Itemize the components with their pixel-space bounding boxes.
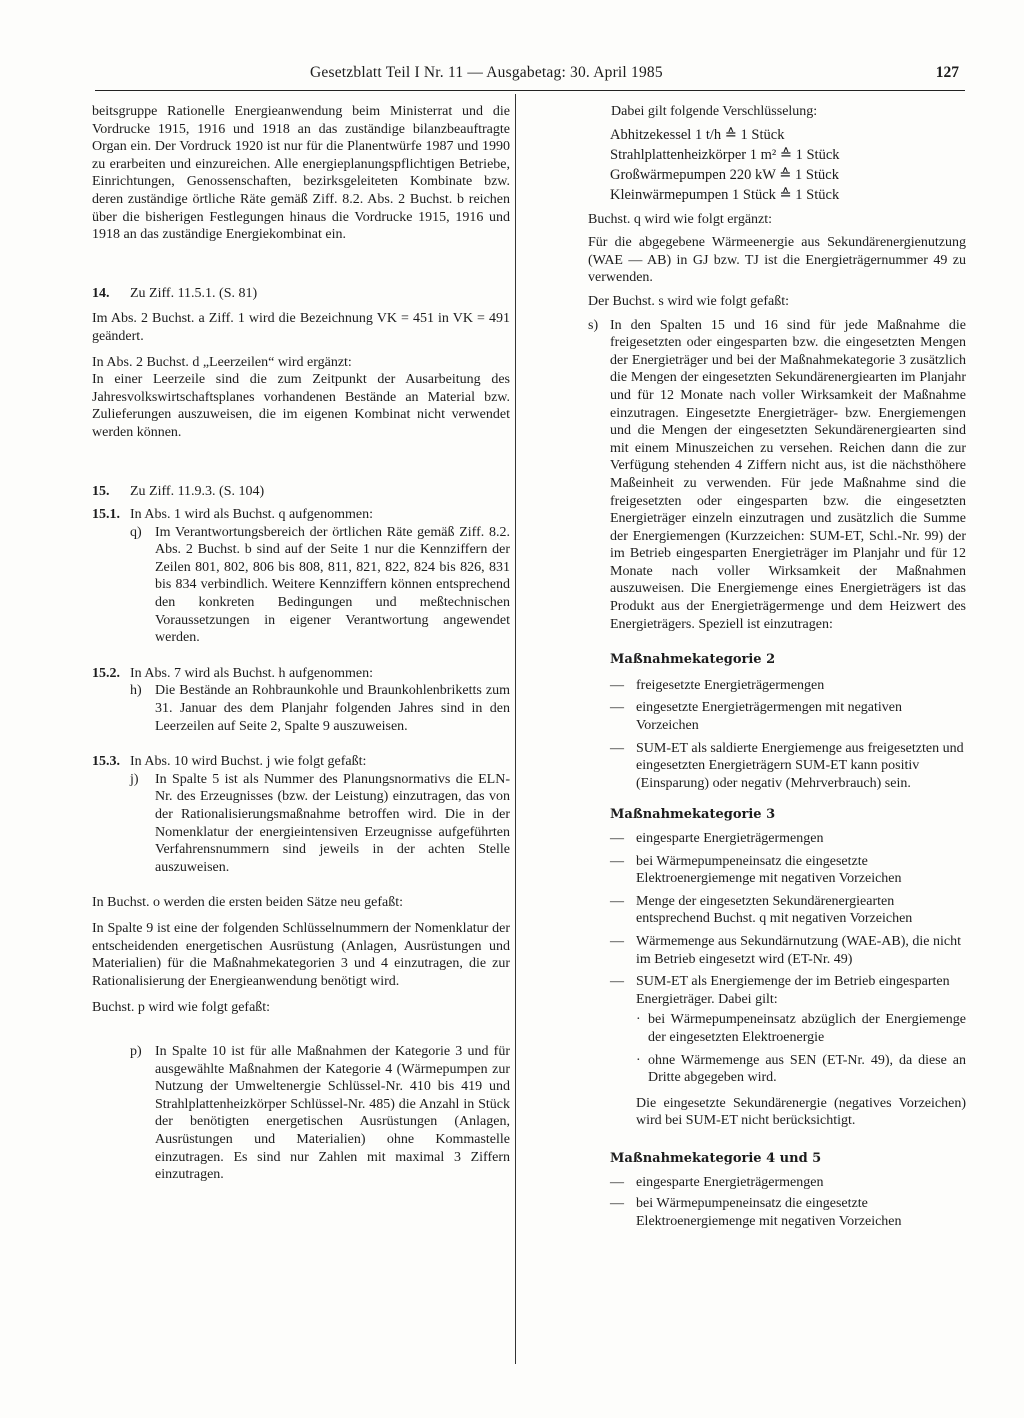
dash-mark: — — [610, 1196, 624, 1212]
section-title: Zu Ziff. 11.9.3. (S. 104) — [130, 483, 265, 499]
header-title: Gesetzblatt Teil I Nr. 11 — Ausgabetag: 30. April 1985 — [310, 64, 663, 81]
item-s — [588, 317, 966, 634]
category-3-list — [610, 830, 966, 1130]
item-label: s) — [588, 317, 599, 333]
intro-paragraph: beitsgruppe Rationelle Energieanwendung beim Ministerrat und die Vordrucke 1915, 1916 und 1918 an das zuständige bilanzbeauftragte Organ ein. Der Vordruck 1920 ist nur für die Planentwürfe 1987 und 1990 zu erarbeiten und einzureichen. Alle energieplanungspflichtigen Betriebe, Einrichtungen, Genossenschaften, bezirksgeleiteten Kombinate bzw. deren zuständige örtliche Räte gemäß Ziff. 8.2. Abs. 2 Buchst. b reichen über die bisherigen Festlegungen hinaus die Vordrucke 1915, 1916 und 1918 an das zuständige Energiekombinat ein. — [92, 104, 510, 243]
subsection-number: 15.3. — [92, 754, 120, 770]
list-item: — Wärmemenge aus Sekundärnutzung (WAE-AB), die nicht im Betrieb eingesetzt wird (ET-Nr. 49) — [610, 933, 962, 967]
subsection-text: In Abs. 10 wird Buchst. j wie folgt gefaßt: — [130, 754, 367, 770]
list-item: — eingesetzte Energieträgermengen mit negativen Vorzeichen — [610, 700, 903, 734]
buchst-s-intro: Der Buchst. s wird wie folgt gefaßt: — [588, 293, 790, 309]
item-text: In Spalte 10 ist für alle Maßnahmen der Kategorie 3 und für ausgewählte Maßnahmen der Kategorie 4 (Wärmepumpen zur Nutzung der Umweltenergie Schlüssel-Nr. 410 bis 419 und Strahlplattenheizkörper Schlüssel-Nr. 485) die Anzahl in Stück der benötigten energetischen Ausrüstungen (Anlagen, Ausrüstungen und Materialien) ohne Kommastelle einzutragen. Es sind nur Zahlen mit maximal 3 Ziffern einzutragen. — [155, 1043, 510, 1183]
category-4-5-list — [610, 1174, 966, 1231]
item-j — [130, 771, 510, 877]
list-item: — eingesparte Energieträgermengen — [610, 1174, 824, 1190]
subsection-text: In Abs. 1 wird als Buchst. q aufgenommen: — [130, 507, 374, 523]
item-p — [130, 1043, 510, 1184]
buchst-p-intro: Buchst. p wird wie folgt gefaßt: — [92, 1000, 271, 1016]
item-text: In Spalte 5 ist als Nummer des Planungsnormativs die ELN-Nr. des Erzeugnisses (bzw. der Leistung) einzutragen, das von der Rationalisierungsmaßnahme betroffen wird. Die in der Nomenklatur der energieintensiven Erzeugnisse aufgeführten Verfahrensnummern sind jeweils in der achten Stelle auszuweisen. — [155, 771, 510, 875]
section-title: Zu Ziff. 11.5.1. (S. 81) — [130, 285, 258, 301]
item-q — [130, 524, 510, 647]
category-4-5-heading: Maßnahmekategorie 4 und 5 — [610, 1150, 822, 1166]
subsection-text: In Abs. 7 wird als Buchst. h aufgenommen: — [130, 665, 374, 681]
section-number: 15. — [92, 483, 110, 499]
code-list — [610, 125, 966, 205]
list-item: — bei Wärmepumpeneinsatz die eingesetzte Elektroenergiemenge mit negativen Vorzeichen — [610, 853, 902, 887]
dash-mark: — — [610, 893, 624, 909]
list-item: — SUM-ET als saldierte Energiemenge aus freigesetzten und eingesetzten Energieträgern SUM-ET kann positiv (Einsparung) oder negativ (Mehrverbrauch) sein. — [610, 740, 964, 791]
category-3-note: Die eingesetzte Sekundärenergie (negatives Vorzeichen) wird bei SUM-ET nicht berücksichtigt. — [636, 1095, 966, 1129]
list-item: — Menge der eingesetzten Sekundärenergiearten entsprechend Buchst. q mit negativen Vorzeichen — [610, 893, 913, 927]
subsection-number: 15.1. — [92, 507, 120, 523]
item-text: Im Verantwortungsbereich der örtlichen Räte gemäß Ziff. 8.2. Abs. 2 Buchst. b sind auf der Seite 1 nur die Kennziffern der Zeilen 801, 802, 806 bis 808, 811, 821, 822, 824 bis 826, 831 bis 834 verbindlich. Weitere Kennziffern können entsprechend den konkreten Bedingungen und meßtechnischen Voraussetzungen in eigener Verantwortung angewendet werden. — [155, 524, 510, 646]
section-14-heading — [92, 285, 510, 303]
buchst-o-text: In Spalte 9 ist eine der folgenden Schlüsselnummern der Nomenklatur der entscheidenden energetischen Ausrüstung (Anlagen, Ausrüstungen und Materialien) für die Maßnahmekategorien 3 und 4 einzutragen, die zur Rationalisierung der Energieanwendung benötigt wird. — [92, 920, 510, 989]
item-text: In den Spalten 15 und 16 sind für jede Maßnahme die freigesetzten oder eingesparten bzw. die eingesetzten Mengen der Energieträger und bei der Maßnahmekategorie 3 zusätzlich die Mengen der eingesetzten Sekundärenergiearten im Planjahr und für 12 Monate nach voller Wirksamkeit der Maßnahme einzutragen. Eingesetzte Energieträger- bzw. Energiemengen und die Mengen der eingesetzten Sekundärenergiearten sind mit einem Minuszeichen zu versehen. Reichen dann die zur Verfügung stehenden 4 Ziffern nicht aus, ist die nächsthöhere Maßeinheit zu verwenden. Für jede Maßnahme sind die freigesetzten oder eingesparten bzw. die eingesetzten Energieträger einzeln einzutragen und zusätzlich die Summe der Energiemengen (Kurzzeichen: SUM-ET, Schl.-Nr. 99) der im Betrieb eingesparten Energieträger im Planjahr und für 12 Monate nach voller Wirksamkeit der Maßnahmen auszuweisen. Die Energiemenge eines Energieträgers ist das Produkt aus der Energieträgermenge und dem Heizwert des Energieträgers. Speziell ist einzutragen: — [610, 317, 966, 632]
category-3-heading: Maßnahmekategorie 3 — [610, 807, 776, 823]
item-label: q) — [130, 524, 142, 540]
subsection-15-2 — [92, 665, 510, 683]
item-h — [130, 682, 510, 735]
page-header — [95, 62, 965, 91]
dash-mark: — — [610, 700, 624, 716]
section-number: 14. — [92, 285, 110, 301]
right-column — [588, 103, 966, 1230]
column-divider — [515, 94, 516, 1364]
dash-mark: — — [610, 677, 624, 693]
code-line: Strahlplattenheizkörper 1 m² ≙ 1 Stück — [610, 146, 840, 163]
dash-mark: — — [610, 740, 624, 756]
item-label: p) — [130, 1043, 142, 1059]
bullet-item: · ohne Wärmemenge aus SEN (ET-Nr. 49), da diese an Dritte abgegeben wird. — [636, 1052, 966, 1086]
section-14-paragraph-1: Im Abs. 2 Buchst. a Ziff. 1 wird die Bezeichnung VK = 451 in VK = 491 geändert. — [92, 311, 510, 344]
buchst-q-text: Für die abgegebene Wärmeenergie aus Sekundärenergienutzung (WAE — AB) in GJ bzw. TJ ist die Energieträgernummer 49 zu verwenden. — [588, 235, 966, 286]
item-text: Die Bestände an Rohbraunkohle und Braunkohlenbriketts zum 31. Januar des dem Planjahr folgenden Jahres sind in den Leerzeilen auf Seite 2, Spalte 9 auszuweisen. — [155, 683, 510, 734]
category-2-list — [610, 677, 966, 793]
section-14-paragraph-3: In einer Leerzeile sind die zum Zeitpunkt der Ausarbeitung des Jahresvolkswirtschaftsplanes vorhandenen Bestände an Material bzw. Zulieferungen auszuweisen, die im eigenen Kombinat nicht verwendet werden können. — [92, 372, 510, 440]
list-item: — freigesetzte Energieträgermengen — [610, 677, 825, 693]
buchst-o-intro: In Buchst. o werden die ersten beiden Sätze neu gefaßt: — [92, 895, 404, 911]
subsection-15-1 — [92, 506, 510, 524]
subsection-15-3 — [92, 753, 510, 771]
item-label: j) — [130, 771, 139, 787]
list-item: — SUM-ET als Energiemenge der im Betrieb eingesparten Energieträger. Dabei gilt: — [610, 974, 950, 1007]
code-line: Kleinwärmepumpen 1 Stück ≙ 1 Stück — [610, 186, 840, 203]
section-15-heading — [92, 483, 510, 501]
dash-mark: — — [610, 831, 624, 846]
dash-mark: — — [610, 974, 624, 990]
section-14-paragraph-2: In Abs. 2 Buchst. d „Leerzeilen“ wird ergänzt: — [92, 354, 352, 370]
bullet-item: · bei Wärmepumpeneinsatz abzüglich der Energiemenge der eingesetzten Elektroenergie — [636, 1012, 966, 1045]
code-line: Großwärmepumpen 220 kW ≙ 1 Stück — [610, 166, 839, 183]
dash-mark: — — [610, 853, 624, 869]
buchst-q-intro: Buchst. q wird wie folgt ergänzt: — [588, 211, 773, 227]
category-2-heading: Maßnahmekategorie 2 — [610, 652, 776, 668]
item-label: h) — [130, 683, 142, 699]
list-item: — bei Wärmepumpeneinsatz die eingesetzte Elektroenergiemenge mit negativen Vorzeichen — [610, 1196, 902, 1229]
code-line: Abhitzekessel 1 t/h ≙ 1 Stück — [610, 126, 785, 143]
left-column — [92, 103, 510, 1184]
dash-mark: — — [610, 1174, 624, 1190]
code-intro: Dabei gilt folgende Verschlüsselung: — [611, 104, 818, 119]
subsection-number: 15.2. — [92, 665, 120, 681]
bullet-mark: · — [636, 1012, 641, 1028]
dash-mark: — — [610, 933, 624, 949]
list-item: — eingesparte Energieträgermengen — [610, 831, 824, 846]
page-number: 127 — [935, 64, 959, 81]
bullet-mark: · — [636, 1052, 641, 1068]
